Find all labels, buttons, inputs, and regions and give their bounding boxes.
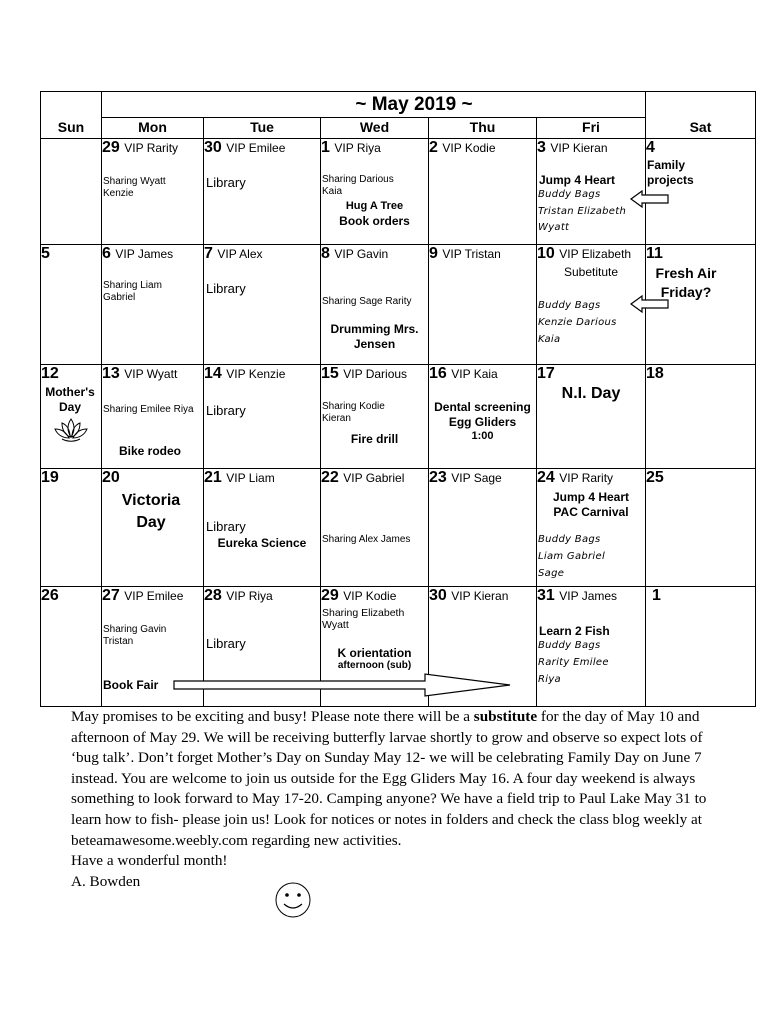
calendar-title: ~ May 2019 ~: [355, 94, 473, 115]
day-number: 1: [321, 139, 330, 156]
vip-label: VIP Riya: [334, 141, 381, 155]
vip-label: VIP Gavin: [334, 247, 389, 261]
vip-label: VIP Riya: [226, 589, 273, 603]
substitute-label: Subetitute: [563, 265, 619, 279]
day-name-sun: Sun: [57, 119, 85, 135]
sharing-label: Sharing Kodie Kieran: [322, 401, 385, 424]
event-label: Victoria Day: [121, 492, 181, 531]
newsletter-note: [71, 707, 731, 892]
day-name-wed: Wed: [359, 119, 390, 135]
day-number: 15: [321, 365, 339, 382]
vip-label: VIP Kieran: [550, 141, 608, 155]
day-cell: [429, 365, 536, 468]
day-number: 25: [646, 469, 664, 486]
event-label: Fire drill: [350, 432, 399, 446]
event-label: PAC Carnival: [553, 505, 629, 519]
day-cell: [204, 245, 320, 364]
library-label: Library: [206, 175, 246, 190]
day-number: 13: [102, 365, 120, 382]
day-cell: [321, 469, 428, 586]
note-substitute-bold: substitute: [473, 708, 538, 725]
names-label: Kaia: [538, 334, 561, 345]
day-number: 14: [204, 365, 222, 382]
day-cell: [537, 469, 645, 586]
day-cell: [646, 587, 755, 706]
sharing-label: Sharing Gavin Tristan: [103, 624, 167, 647]
day-cell: [429, 469, 536, 586]
event-label: Dental screening: [434, 400, 531, 414]
day-cell: [537, 139, 645, 244]
event-label: 1:00: [471, 430, 494, 442]
day-number: 19: [41, 469, 59, 486]
sharing-label: Sharing Emilee Riya: [103, 404, 194, 415]
event-label: Jump 4 Heart: [552, 490, 630, 504]
names-label: Sage: [538, 568, 565, 579]
event-label: Learn 2 Fish: [539, 624, 610, 638]
day-cell: [537, 587, 645, 706]
day-cell: [321, 245, 428, 364]
day-number: 16: [429, 365, 447, 382]
event-label: afternoon (sub): [337, 660, 412, 671]
names-label: Riya: [538, 674, 561, 685]
day-cell: [102, 469, 203, 586]
vip-label: VIP Sage: [451, 471, 502, 485]
event-label: Eureka Science: [217, 536, 307, 550]
right-arrow-icon: [173, 672, 513, 698]
smiley-face-icon: [274, 881, 312, 919]
day-number: 7: [204, 245, 213, 262]
note-closing: Have a wonderful month!: [71, 852, 228, 870]
day-number: 23: [429, 469, 447, 486]
sharing-label: Sharing Elizabeth Wyatt: [322, 607, 405, 631]
lotus-flower-icon: [54, 417, 88, 443]
event-label: Mother's Day: [45, 385, 95, 414]
vip-label: VIP Liam: [226, 471, 275, 485]
note-signature: A. Bowden: [71, 872, 141, 890]
day-name-sat: Sat: [689, 119, 712, 135]
vip-label: VIP Kaia: [451, 367, 498, 381]
day-number: 28: [204, 587, 222, 604]
day-cell: [429, 139, 536, 244]
vip-label: VIP Tristan: [442, 247, 501, 261]
sharing-label: Sharing Wyatt Kenzie: [103, 176, 166, 199]
day-number: 6: [102, 245, 111, 262]
vip-label: VIP Alex: [217, 247, 263, 261]
library-label: Library: [206, 281, 246, 296]
day-cell: [102, 139, 203, 244]
note-text: for the day of May 10 and afternoon of May 29. We will be receiving butterfly larvae shortly to grow and observe so expect lots of ‘bug talk’. Don’t forget Mother’s Day on Sunday May 12- we will be celebrating Family Day on June 7 instead. You are welcome to join us outside for the Egg Gliders May 16. A four day weekend is always something to look forward to May 17-20. Camping anyone? We have a field trip to Paul Lake May 31 to learn how to fish- please join us! Look for notices or notes in folders and check the class blog weekly at beteamawesome.weebly.com regarding new activities.: [71, 708, 707, 849]
day-number: 24: [537, 469, 555, 486]
sharing-label: Sharing Sage Rarity: [322, 296, 412, 307]
names-label: Kenzie Darious: [538, 317, 617, 328]
left-arrow-icon: [630, 295, 670, 313]
note-paragraph: [71, 707, 731, 851]
event-label: Jump 4 Heart: [539, 173, 616, 187]
vip-label: VIP Elizabeth: [559, 247, 632, 261]
buddy-label: Buddy Bags: [538, 640, 601, 651]
vip-label: VIP Darious: [343, 367, 408, 381]
day-cell: [537, 365, 645, 468]
vip-label: VIP Gabriel: [343, 471, 405, 485]
day-number: 12: [41, 365, 59, 382]
day-name-mon: Mon: [138, 119, 167, 135]
day-number: 3: [537, 139, 546, 156]
sharing-label: Sharing Alex James: [322, 534, 411, 545]
day-number: 21: [204, 469, 222, 486]
day-number: 11: [646, 245, 663, 262]
day-cell: [321, 139, 428, 244]
event-label: Book orders: [339, 214, 410, 228]
vip-label: VIP Kodie: [442, 141, 496, 155]
vip-label: VIP Emilee: [226, 141, 286, 155]
day-cell: [646, 469, 755, 586]
calendar: [40, 91, 756, 707]
day-cell: [102, 245, 203, 364]
vip-label: VIP Rarity: [124, 141, 179, 155]
names-label: Liam Gabriel: [538, 551, 606, 562]
event-label: Hug A Tree: [345, 200, 404, 212]
event-label: N.I. Day: [561, 385, 621, 402]
day-number: 26: [41, 587, 59, 604]
day-number: 4: [646, 139, 655, 156]
event-label: K orientation: [337, 646, 412, 660]
names-label: Tristan Elizabeth: [538, 206, 627, 217]
day-number: 1: [652, 587, 661, 604]
library-label: Library: [206, 403, 246, 418]
day-number: 29: [321, 587, 339, 604]
day-number: 30: [429, 587, 447, 604]
day-number: 17: [537, 365, 555, 382]
grid-line: [101, 117, 645, 118]
library-label: Library: [206, 636, 246, 651]
day-cell: [537, 245, 645, 364]
day-cell: [204, 365, 320, 468]
sharing-label: Sharing Liam Gabriel: [103, 280, 162, 303]
event-label: Bike rodeo: [119, 444, 182, 458]
event-label: Family projects: [647, 158, 694, 187]
day-cell: [41, 587, 101, 706]
vip-label: VIP James: [559, 589, 618, 603]
day-number: 18: [646, 365, 664, 382]
vip-label: VIP Kieran: [451, 589, 509, 603]
event-label: Fresh Air Friday?: [655, 265, 717, 300]
day-number: 31: [537, 587, 555, 604]
day-number: 8: [321, 245, 330, 262]
event-label: Egg Gliders: [448, 415, 517, 429]
buddy-label: Buddy Bags: [538, 300, 601, 311]
vip-label: VIP Emilee: [124, 589, 184, 603]
day-cell: [429, 245, 536, 364]
day-number: 27: [102, 587, 120, 604]
note-text: May promises to be exciting and busy! Please note there will be a: [71, 708, 474, 725]
day-number: 22: [321, 469, 339, 486]
day-cell: [204, 469, 320, 586]
event-label: Book Fair: [103, 678, 159, 692]
day-number: 2: [429, 139, 438, 156]
library-label: Library: [206, 519, 246, 534]
day-number: 10: [537, 245, 555, 262]
buddy-label: Buddy Bags: [538, 189, 601, 200]
vip-label: VIP Rarity: [559, 471, 614, 485]
day-name-thu: Thu: [469, 119, 496, 135]
day-number: 29: [102, 139, 120, 156]
names-label: Rarity Emilee: [538, 657, 609, 668]
day-number: 30: [204, 139, 222, 156]
vip-label: VIP Wyatt: [124, 367, 178, 381]
names-label: Wyatt: [538, 222, 570, 233]
day-cell: [41, 469, 101, 586]
day-cell: [41, 245, 101, 364]
event-label: Drumming Mrs. Jensen: [330, 322, 419, 351]
day-cell: [646, 365, 755, 468]
day-number: 9: [429, 245, 438, 262]
day-cell: [204, 139, 320, 244]
day-cell: [41, 365, 101, 468]
day-cell: [102, 365, 203, 468]
day-name-tue: Tue: [250, 119, 274, 135]
buddy-label: Buddy Bags: [538, 534, 601, 545]
day-name-fri: Fri: [582, 119, 600, 135]
day-number: 20: [102, 469, 120, 486]
vip-label: VIP Kenzie: [226, 367, 286, 381]
day-number: 5: [41, 245, 50, 262]
vip-label: VIP Kodie: [343, 589, 397, 603]
day-cell: [321, 365, 428, 468]
sharing-label: Sharing Darious Kaia: [322, 174, 394, 197]
vip-label: VIP James: [115, 247, 174, 261]
left-arrow-icon: [630, 190, 670, 208]
